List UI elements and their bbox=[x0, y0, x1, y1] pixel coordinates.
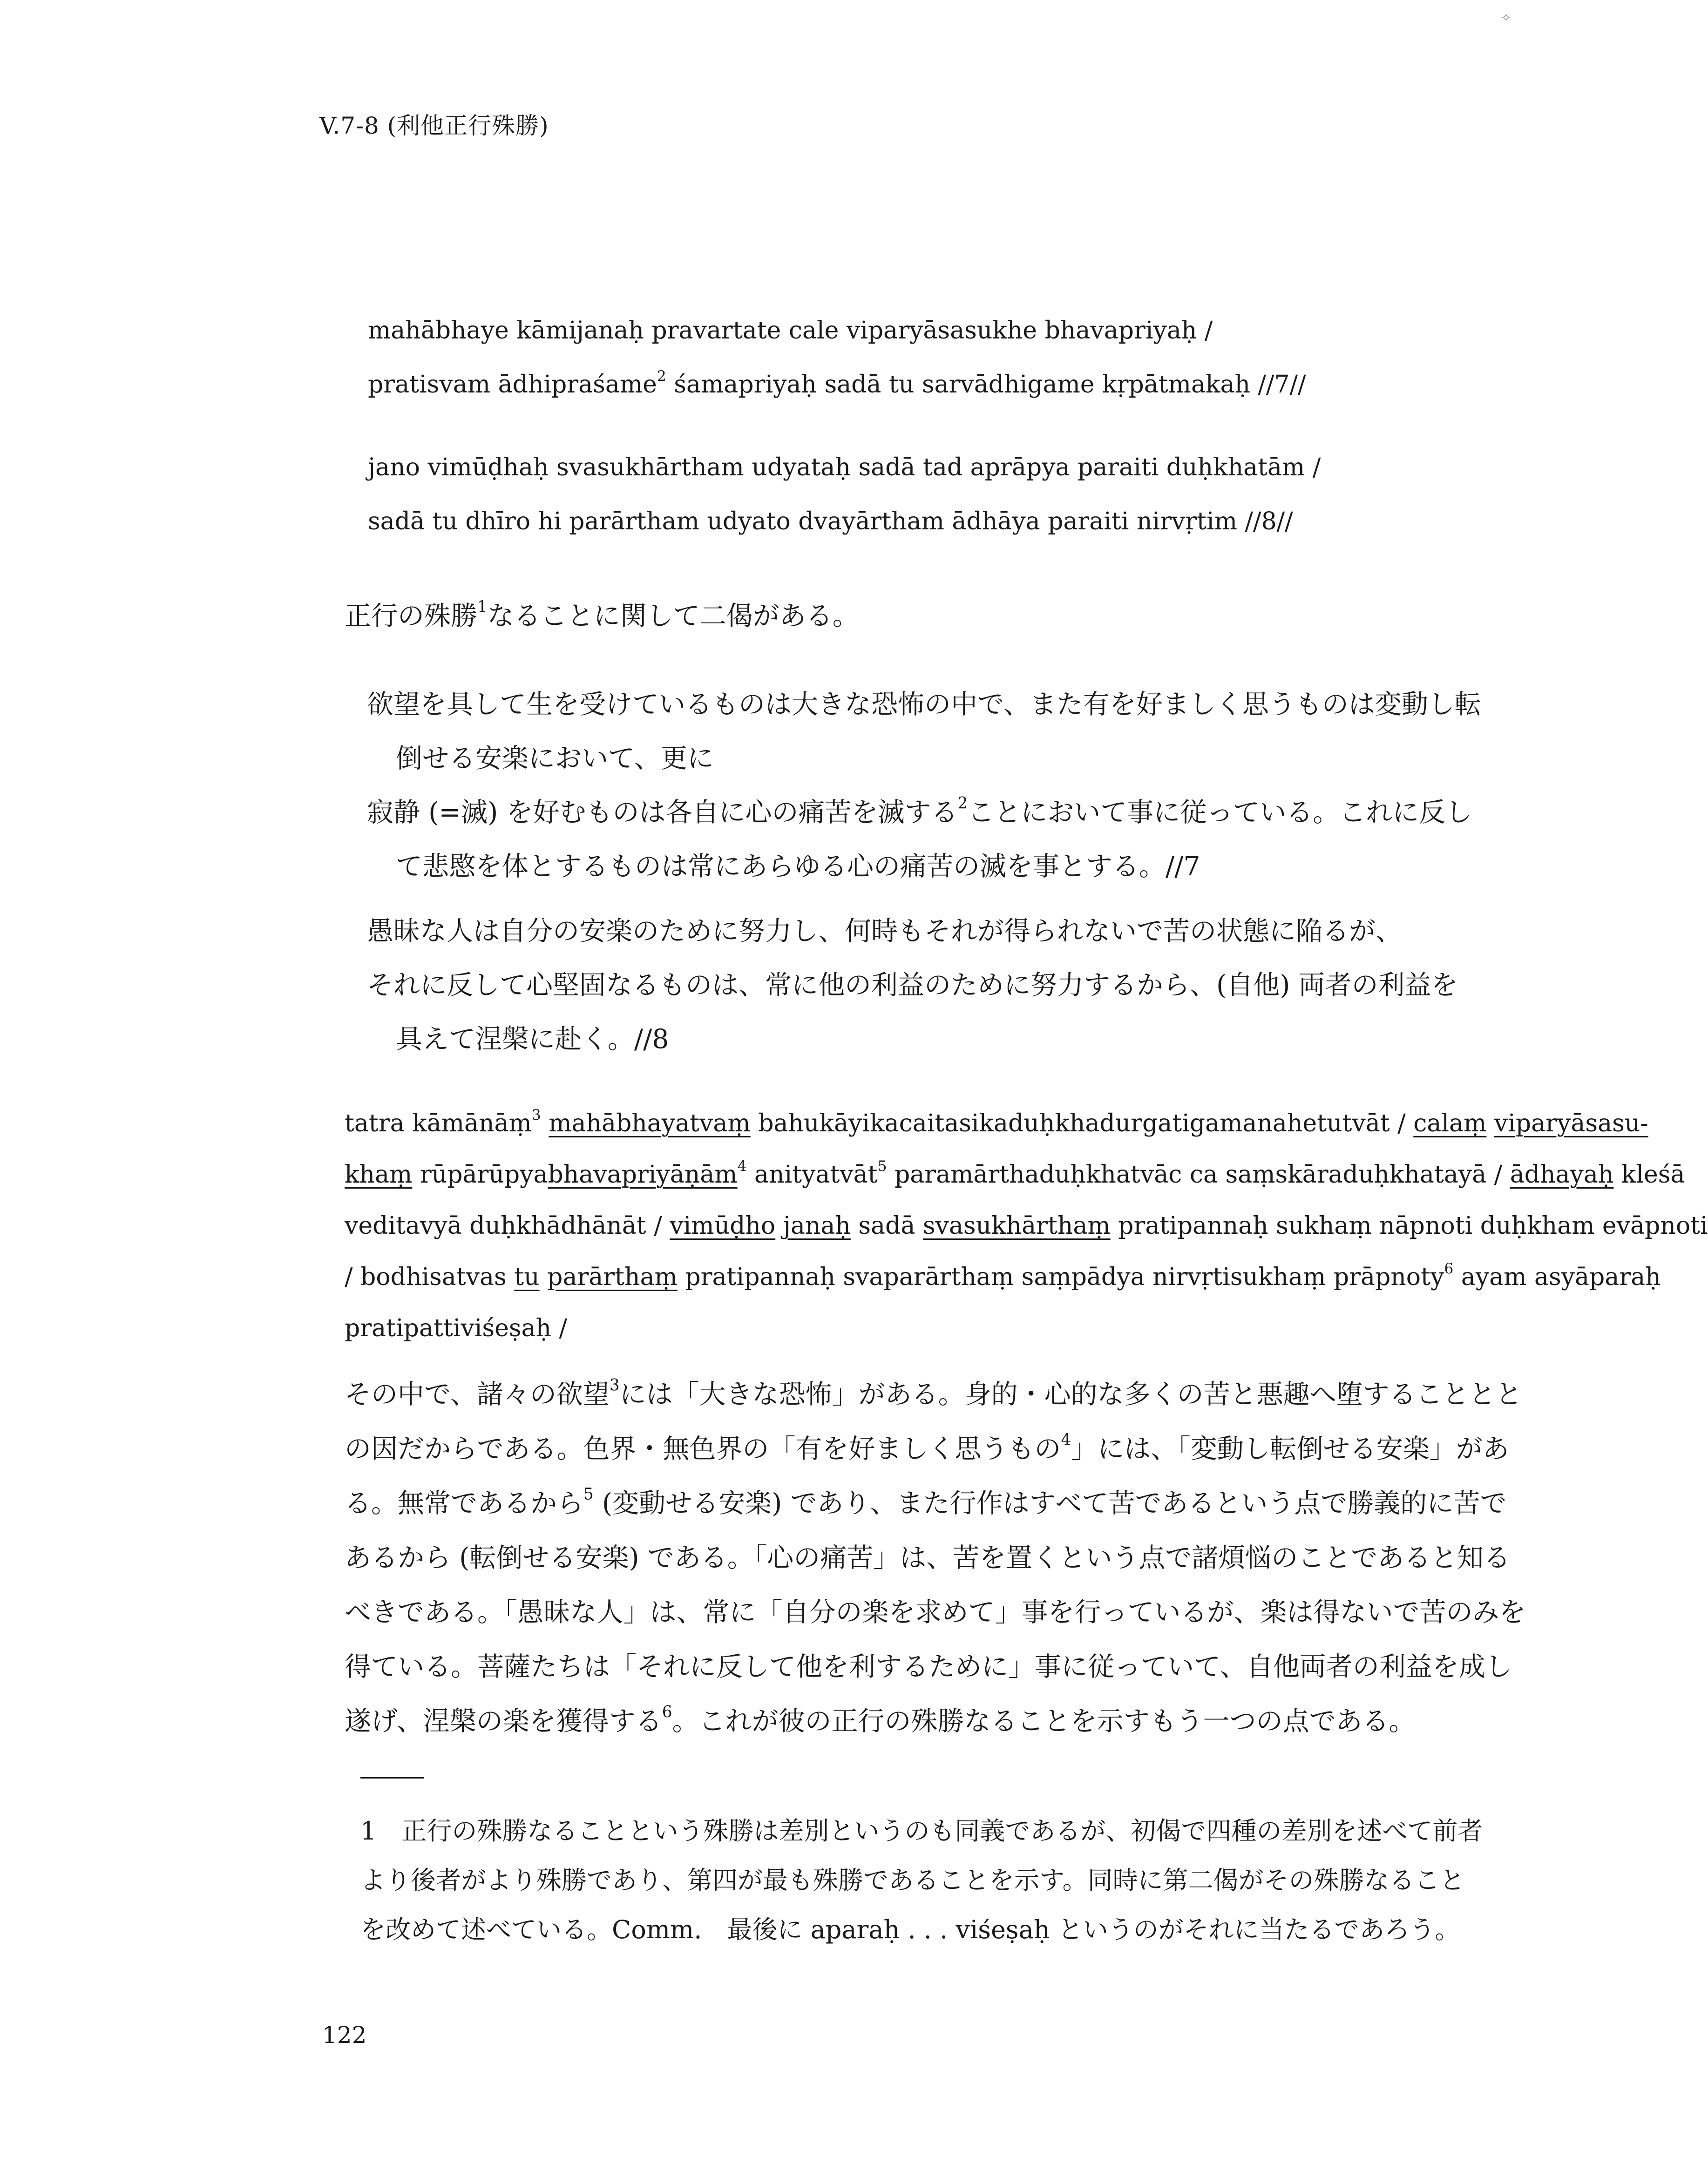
footnote-1 bbox=[360, 1806, 1483, 1955]
verse-line: jano vimūḍhaḥ svasukhārtham udyataḥ sadā tad aprāpya paraiti duḥkhatām / bbox=[368, 453, 1321, 481]
explanation-line: 遂げ、涅槃の楽を獲得する$^6$。これが彼の正行の殊勝なることを示すもう一つの点である。 bbox=[345, 1703, 1416, 1737]
footnote-ref: 2 bbox=[657, 368, 666, 385]
commentary-line: khaṃ rūpārūpyabhavapriyāṇām$^4$ anityatvāt$^5$ paramārthaduḥkhatvāc ca saṃskāraduḥkhatayā / ādhayaḥ kleśā bbox=[345, 1158, 1685, 1189]
page-number: 122 bbox=[322, 2022, 367, 2049]
footnote-line: 1 正行の殊勝なることという殊勝は差別というのも同義であるが、初偈で四種の差別を述べて前者 bbox=[360, 1816, 1483, 1846]
japanese-explanation bbox=[345, 1367, 1526, 1749]
footnote-ref: 5 bbox=[583, 1485, 594, 1504]
footnote-ref: 4 bbox=[1061, 1430, 1071, 1449]
verse-8 bbox=[368, 440, 1321, 548]
commentary-line: pratipattiviśeṣaḥ / bbox=[345, 1314, 568, 1342]
translation-line: 欲望を具して生を受けているものは大きな恐怖の中で、また有を好ましく思うものは変動し転 bbox=[367, 689, 1481, 720]
footnote-ref: 6 bbox=[1444, 1260, 1454, 1278]
commentary-line: veditavyā duḥkhādhānāt / vimūḍho janaḥ sadā svasukhārthaṃ pratipannaḥ sukhaṃ nāpnoti duḥkham evāpnoti bbox=[345, 1212, 1708, 1240]
translation-line: 愚昧な人は自分の安楽のために努力し、何時もそれが得られないで苦の状態に陥るが、 bbox=[367, 916, 1402, 947]
translation-line: 具えて涅槃に赴く。//8 bbox=[396, 1024, 669, 1055]
intro-sentence: 正行の殊勝$^1$なることに関して二偈がある。 bbox=[345, 597, 859, 631]
footnote-ref: 6 bbox=[662, 1703, 672, 1722]
sanskrit-commentary bbox=[345, 1098, 1708, 1354]
footnote-ref: 1 bbox=[477, 597, 488, 616]
explanation-line: る。無常であるから$^5$ (変動せる安楽) であり、また行作はすべて苦であるという点で勝義的に苦で bbox=[345, 1485, 1507, 1519]
footnote-ref: 3 bbox=[531, 1107, 541, 1124]
translation-line: 寂静 (=滅) を好むものは各自に心の痛苦を滅する$^2$ことにおいて事に従っている。これに反し bbox=[367, 794, 1472, 828]
commentary-line: / bodhisatvas tu parārthaṃ pratipannaḥ svaparārthaṃ saṃpādya nirvṛtisukhaṃ prāpnoty$^6$ ayam asyāparaḥ bbox=[345, 1260, 1661, 1291]
explanation-line: べきである。「愚昧な人」は、常に「自分の楽を求めて」事を行っているが、楽は得ないで苦のみを bbox=[345, 1597, 1526, 1628]
footnote-divider bbox=[360, 1777, 424, 1779]
translation-line: 倒せる安楽において、更に bbox=[396, 743, 714, 774]
explanation-line: その中で、諸々の欲望$^3$には「大きな恐怖」がある。身的・心的な多くの苦と悪趣へ堕することとと bbox=[345, 1376, 1522, 1410]
explanation-line: あるから (転倒せる安楽) である。「心の痛苦」は、苦を置くという点で諸煩悩のことであると知る bbox=[345, 1542, 1511, 1573]
section-header: V.7-8 (利他正行殊勝) bbox=[319, 112, 549, 139]
footnote-ref: 3 bbox=[609, 1376, 620, 1395]
explanation-line: の因だからである。色界・無色界の「有を好ましく思うもの$^4$」には、「変動し転倒せる安楽」があ bbox=[345, 1430, 1509, 1464]
verse-line: sadā tu dhīro hi parārtham udyato dvayārtham ādhāya paraiti nirvṛtim //8// bbox=[368, 507, 1293, 535]
translation-verse-7 bbox=[367, 677, 1481, 893]
translation-verse-8 bbox=[367, 904, 1458, 1066]
verse-7 bbox=[368, 304, 1306, 412]
translation-line: て悲愍を体とするものは常にあらゆる心の痛苦の滅を事とする。//7 bbox=[396, 851, 1200, 882]
explanation-line: 得ている。菩薩たちは「それに反して他を利するために」事に従っていて、自他両者の利益を成し bbox=[345, 1651, 1512, 1682]
translation-line: それに反して心堅固なるものは、常に他の利益のために努力するから、(自他) 両者の利益を bbox=[367, 970, 1458, 1001]
footnote-ref: 4 bbox=[737, 1158, 747, 1175]
commentary-line: tatra kāmānāṃ$^3$ mahābhayatvaṃ bahukāyikacaitasikaduḥkhadurgatigamanahetutvāt / calaṃ viparyāsasu- bbox=[345, 1107, 1648, 1137]
footnote-ref: 5 bbox=[877, 1158, 887, 1175]
verse-line: mahābhaye kāmijanaḥ pravartate cale viparyāsasukhe bhavapriyaḥ / bbox=[368, 317, 1213, 345]
verse-line: pratisvam ādhipraśame$^2$ śamapriyaḥ sadā tu sarvādhigame kṛpātmakaḥ //7// bbox=[368, 368, 1306, 399]
footnote-line: を改めて述べている。Comm. 最後に aparaḥ . . . viśeṣaḥ というのがそれに当たるであろう。 bbox=[360, 1915, 1460, 1944]
footnote-line: より後者がより殊勝であり、第四が最も殊勝であることを示す。同時に第二偈がその殊勝なること bbox=[360, 1866, 1465, 1895]
corner-scan-mark: ✧ bbox=[1501, 11, 1511, 25]
footnote-ref: 2 bbox=[957, 794, 968, 813]
